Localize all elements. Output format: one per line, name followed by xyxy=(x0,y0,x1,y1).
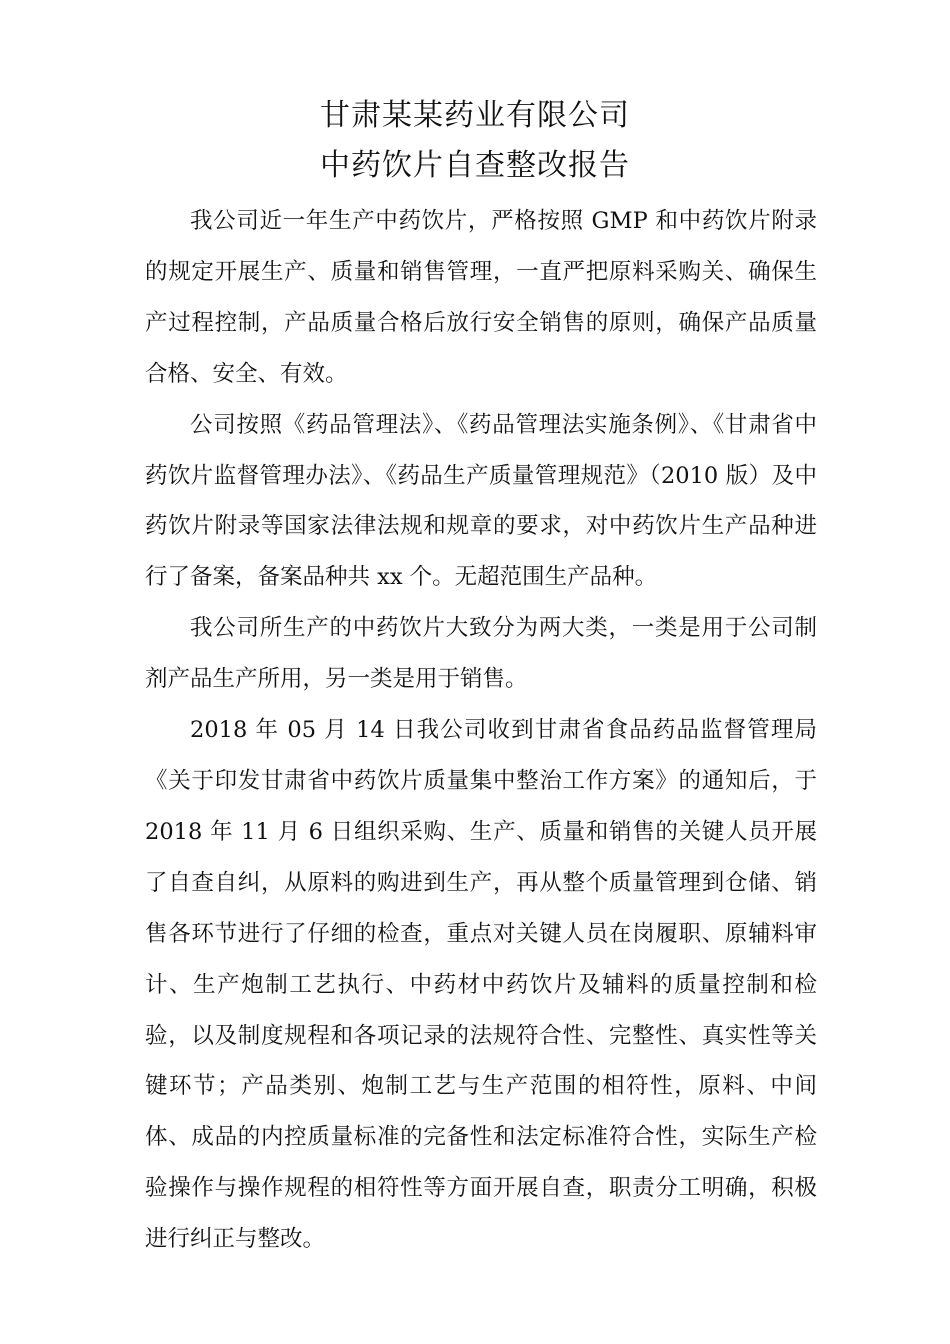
report-body xyxy=(145,196,817,1265)
paragraph-self-inspection: 2018 年 05 月 14 日我公司收到甘肃省食品药品监督管理局《关于印发甘肃省中药饮片质量集中整治工作方案》的通知后，于 2018 年 11 月 6 日组织采购、生产、质量和销售的关键人员开展了自查自纠，从原料的购进到生产，再从整个质量管理到仓储、销售各环节进行了仔细的检查，重点对关键人员在岗履职、原辅料审计、生产炮制工艺执行、中药材中药饮片及辅料的质量控制和检验，以及制度规程和各项记录的法规符合性、完整性、真实性等关键环节；产品类别、炮制工艺与生产范围的相符性，原料、中间体、成品的内控质量标准的完备性和法定标准符合性，实际生产检验操作与操作规程的相符性等方面开展自查，职责分工明确，积极进行纠正与整改。 xyxy=(145,717,817,1253)
company-title: 甘肃某某药业有限公司 xyxy=(320,98,630,133)
paragraph-categories: 我公司所生产的中药饮片大致分为两大类，一类是用于公司制剂产品生产所用，另一类是用于销售。 xyxy=(145,615,817,693)
paragraph-intro: 我公司近一年生产中药饮片，严格按照 GMP 和中药饮片附录的规定开展生产、质量和销售管理，一直严把原料采购关、确保生产过程控制，产品质量合格后放行安全销售的原则，确保产品质量合格、安全、有效。 xyxy=(145,208,817,387)
paragraph-regulations: 公司按照《药品管理法》、《药品管理法实施条例》、《甘肃省中药饮片监督管理办法》、《药品生产质量管理规范》（2010 版）及中药饮片附录等国家法律法规和规章的要求，对中药饮片生产品种进行了备案，备案品种共 xx 个。无超范围生产品种。 xyxy=(145,411,817,591)
report-title: 中药饮片自查整改报告 xyxy=(320,148,630,183)
